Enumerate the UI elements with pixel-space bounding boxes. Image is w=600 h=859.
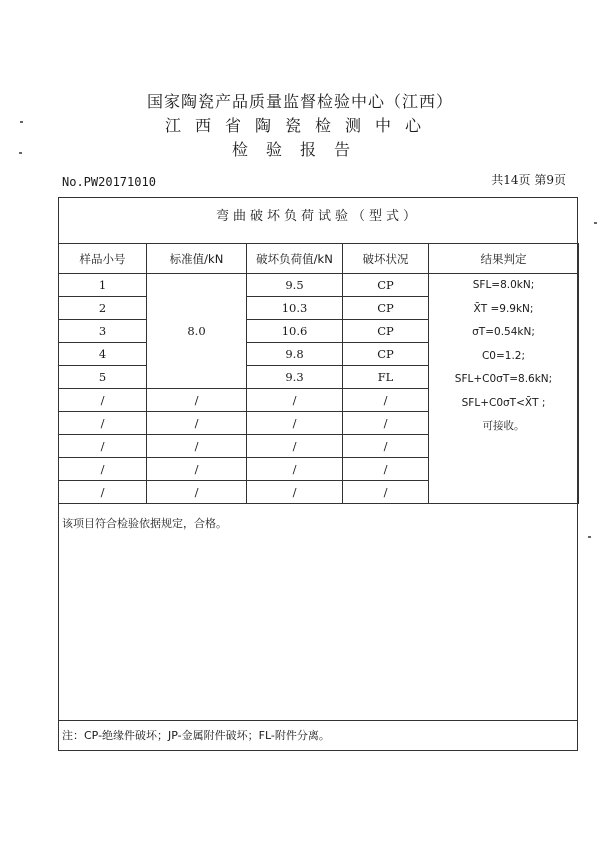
sample-no: 3 bbox=[59, 320, 147, 343]
result-line: SFL+C0σT=8.6kN; bbox=[454, 373, 553, 385]
table-row bbox=[59, 274, 579, 297]
scan-mark bbox=[588, 536, 591, 538]
scan-mark bbox=[19, 152, 22, 154]
failure-load: 10.3 bbox=[247, 297, 343, 320]
failure-status: / bbox=[343, 435, 429, 458]
standard-value: / bbox=[147, 389, 247, 412]
failure-load: 10.6 bbox=[247, 320, 343, 343]
sample-no: / bbox=[59, 481, 147, 504]
center-name: 江西省陶瓷检测中心 bbox=[164, 116, 435, 135]
result-line: SFL=8.0kN; bbox=[472, 279, 535, 291]
failure-status: / bbox=[343, 412, 429, 435]
failure-load: 9.8 bbox=[247, 343, 343, 366]
result-line: C0=1.2; bbox=[481, 349, 526, 362]
standard-value: / bbox=[147, 458, 247, 481]
result-line: X̄T =9.9kN; bbox=[473, 302, 534, 315]
failure-load: / bbox=[247, 435, 343, 458]
failure-status: CP bbox=[343, 343, 429, 366]
report-title: 检验报告 bbox=[231, 140, 368, 159]
failure-load: / bbox=[247, 481, 343, 504]
standard-value: / bbox=[147, 412, 247, 435]
footnote: 注：CP-绝缘件破坏；JP-金属附件破坏；FL-附件分离。 bbox=[62, 729, 330, 742]
failure-status: CP bbox=[343, 274, 429, 297]
result-line: 可接收。 bbox=[482, 420, 525, 432]
failure-load: / bbox=[247, 458, 343, 481]
sample-no: 2 bbox=[59, 297, 147, 320]
table-header-row bbox=[59, 244, 579, 274]
result-judgement bbox=[429, 274, 579, 504]
institution-name: 国家陶瓷产品质量监督检验中心（江西） bbox=[146, 92, 453, 111]
failure-status: FL bbox=[343, 366, 429, 389]
header-sample-no: 样品小号 bbox=[59, 244, 147, 274]
failure-status: / bbox=[343, 458, 429, 481]
header-result: 结果判定 bbox=[429, 244, 579, 274]
document-number: No.PW20171010 bbox=[62, 175, 156, 189]
scan-mark bbox=[594, 222, 597, 224]
result-line: SFL+C0σT<X̄T ; bbox=[461, 396, 546, 409]
page-info: 共14页 第9页 bbox=[491, 173, 566, 187]
sample-no: / bbox=[59, 435, 147, 458]
sample-no: / bbox=[59, 412, 147, 435]
failure-load: 9.3 bbox=[247, 366, 343, 389]
header-failure-status: 破坏状况 bbox=[343, 244, 429, 274]
failure-status: / bbox=[343, 389, 429, 412]
sample-no: 5 bbox=[59, 366, 147, 389]
failure-load: 9.5 bbox=[247, 274, 343, 297]
failure-status: / bbox=[343, 481, 429, 504]
failure-status: CP bbox=[343, 297, 429, 320]
table-caption: 弯曲破坏负荷试验（型式） bbox=[215, 209, 420, 224]
standard-value: / bbox=[147, 435, 247, 458]
header-standard-value: 标准值/kN bbox=[147, 244, 247, 274]
result-line: σT=0.54kN; bbox=[472, 326, 535, 338]
standard-value: / bbox=[147, 481, 247, 504]
test-results-table bbox=[58, 243, 579, 504]
failure-load: / bbox=[247, 389, 343, 412]
scan-mark bbox=[20, 121, 23, 123]
sample-no: 1 bbox=[59, 274, 147, 297]
note-divider bbox=[58, 720, 578, 721]
conclusion-text: 该项目符合检验依据规定，合格。 bbox=[62, 517, 227, 530]
header-failure-load: 破坏负荷值/kN bbox=[247, 244, 343, 274]
sample-no: / bbox=[59, 458, 147, 481]
sample-no: / bbox=[59, 389, 147, 412]
standard-value: 8.0 bbox=[147, 274, 247, 389]
sample-no: 4 bbox=[59, 343, 147, 366]
failure-load: / bbox=[247, 412, 343, 435]
failure-status: CP bbox=[343, 320, 429, 343]
